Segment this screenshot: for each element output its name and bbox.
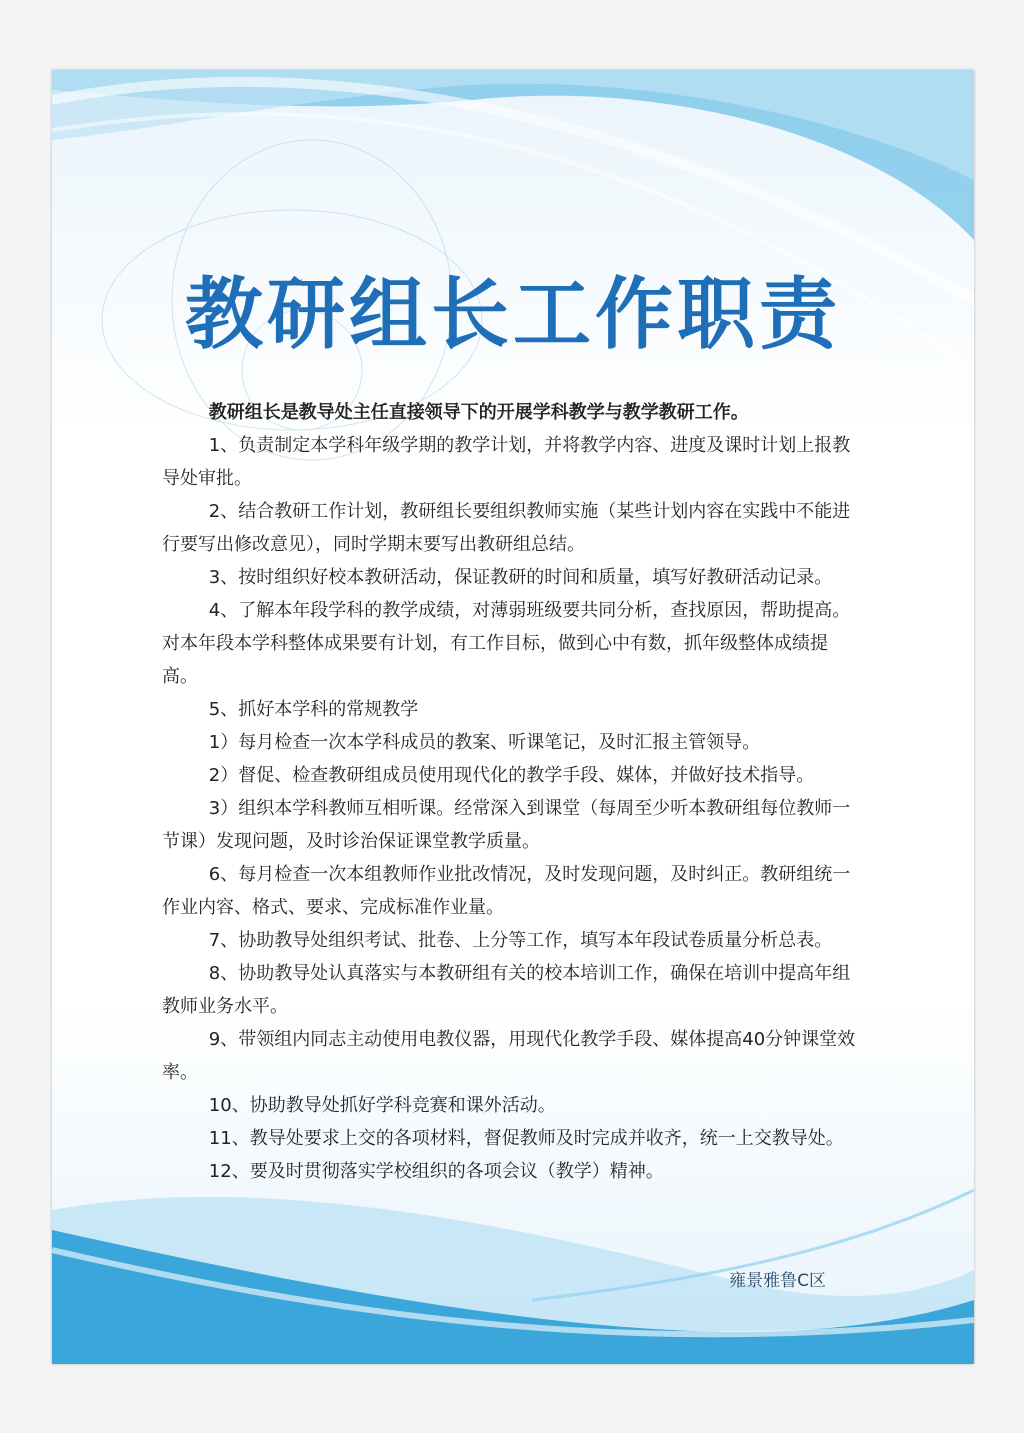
intro-paragraph: 教研组长是教导处主任直接领导下的开展学科教学与教学教研工作。 xyxy=(208,402,749,423)
duty-item: 1、负责制定本学科年级学期的教学计划，并将教学内容、进度及课时计划上报教导处审批。 xyxy=(162,435,851,489)
duty-item: 3、按时组织好校本教研活动，保证教研的时间和质量，填写好教研活动记录。 xyxy=(208,567,833,588)
duty-item: 2、结合教研工作计划，教研组长要组织教师实施（某些计划内容在实践中不能进行要写出修改意见），同时学期末要写出教研组总结。 xyxy=(162,501,851,555)
duty-subitem: 1）每月检查一次本学科成员的教案、听课笔记，及时汇报主管领导。 xyxy=(208,732,761,753)
duty-item: 4、了解本年段学科的教学成绩，对薄弱班级要共同分析，查找原因，帮助提高。对本年段本学科整体成果要有计划，有工作目标，做到心中有数，抓年级整体成绩提高。 xyxy=(162,600,851,687)
footer-organization: 雍景雅鲁C区 xyxy=(729,1271,826,1291)
duty-item: 11、教导处要求上交的各项材料，督促教师及时完成并收齐，统一上交教导处。 xyxy=(208,1128,844,1149)
poster xyxy=(52,70,974,1364)
duty-item: 8、协助教导处认真落实与本教研组有关的校本培训工作，确保在培训中提高年组教师业务水平。 xyxy=(162,963,851,1017)
duty-item: 7、协助教导处组织考试、批卷、上分等工作，填写本年段试卷质量分析总表。 xyxy=(208,930,833,951)
duty-item: 9、带领组内同志主动使用电教仪器，用现代化教学手段、媒体提高40分钟课堂效率。 xyxy=(162,1029,856,1083)
duty-subitem: 2）督促、检查教研组成员使用现代化的教学手段、媒体，并做好技术指导。 xyxy=(208,765,815,786)
duty-text xyxy=(162,396,862,1188)
duty-item: 10、协助教导处抓好学科竞赛和课外活动。 xyxy=(208,1095,556,1116)
duty-item: 6、每月检查一次本组教师作业批改情况，及时发现问题，及时纠正。教研组统一作业内容、格式、要求、完成标准作业量。 xyxy=(162,864,851,918)
page-title: 教研组长工作职责 xyxy=(184,270,841,360)
duty-item: 12、要及时贯彻落实学校组织的各项会议（教学）精神。 xyxy=(208,1161,664,1182)
duty-subitem: 3）组织本学科教师互相听课。经常深入到课堂（每周至少听本教研组每位教师一节课）发现问题，及时诊治保证课堂教学质量。 xyxy=(162,798,851,852)
duty-item: 5、抓好本学科的常规教学 xyxy=(208,699,419,720)
